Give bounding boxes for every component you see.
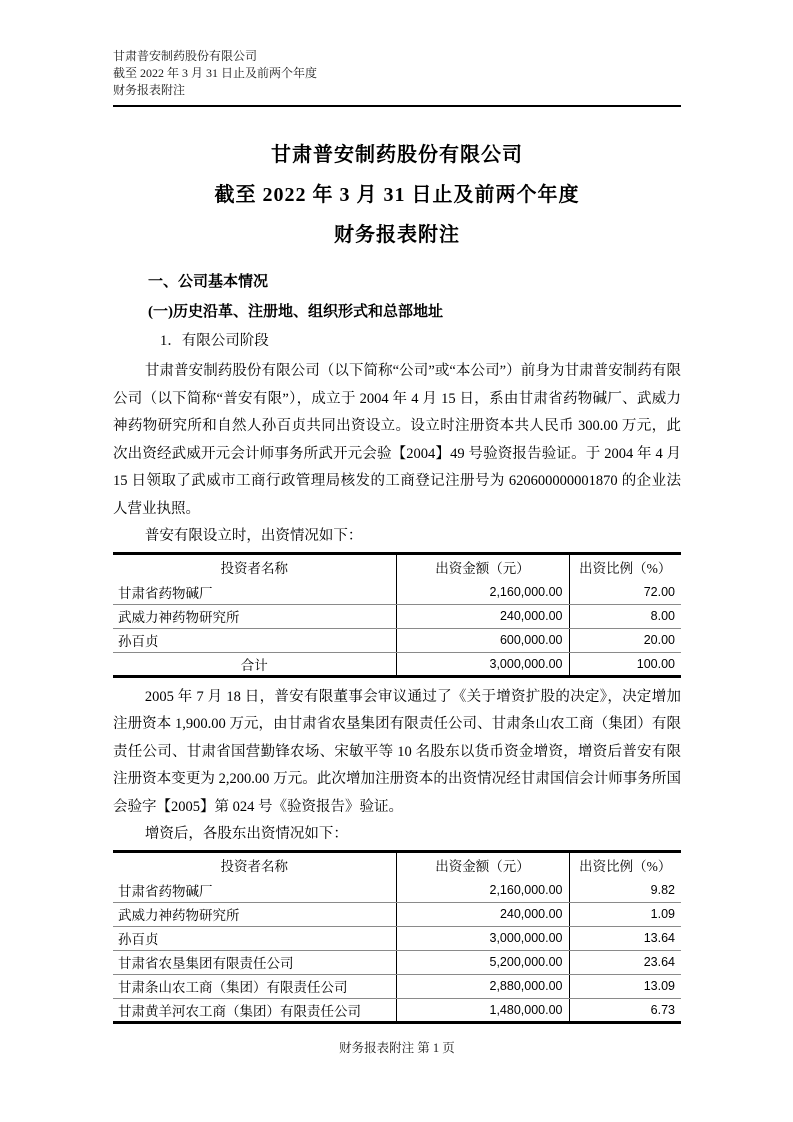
paragraph-capital-increase: 2005 年 7 月 18 日，普安有限董事会审议通过了《关于增资扩股的决定》，决定增加注册资本 1,900.00 万元，由甘肃省农垦集团有限责任公司、甘肃条山农工商（集团）有限责任公司、甘肃省国营勤锋农场、宋敏平等 10 名股东以货币资金增资，增资后普安有限注册资本变更为 2,200.00 万元。此次增加注册资本的出资情况经甘肃国信会计师事务所国会验字【2005】第 024 号《验资报告》验证。 xyxy=(113,688,681,815)
table-row xyxy=(113,580,681,604)
investment-ratio: 6.73 xyxy=(650,1002,675,1017)
investment-amount: 2,160,000.00 xyxy=(396,878,569,902)
item-heading-limited-company-stage: 1．有限公司阶段 xyxy=(160,333,269,349)
total-ratio: 100.00 xyxy=(636,656,675,671)
col-header-investor-name: 投资者名称 xyxy=(113,851,396,878)
table-row xyxy=(113,998,681,1022)
paragraph-company-founding: 甘肃普安制药股份有限公司（以下简称“公司”或“本公司”）前身为甘肃普安制药有限公司（以下简称“普安有限”），成立于 2004 年 4 月 15 日，系由甘肃省药物碱厂、武威力神药物研究所和自然人孙百贞共同出资设立。设立时注册资本共人民币 300.00 万元，此次出资经武威开元会计师事务所武开元会验【2004】49 号验资报告验证。于 2004 年 4 月 15 日领取了武威市工商行政管理局核发的工商登记注册号为 620600000001870 的企业法人营业执照。 xyxy=(113,363,681,517)
investor-name: 甘肃省农垦集团有限责任公司 xyxy=(113,950,396,974)
investment-amount: 240,000.00 xyxy=(396,902,569,926)
investment-ratio: 8.00 xyxy=(569,604,681,628)
table-row xyxy=(113,902,681,926)
after-increase-investment-table xyxy=(113,850,681,1024)
investment-ratio: 13.64 xyxy=(569,926,681,950)
running-header-company: 甘肃普安制药股份有限公司 xyxy=(113,49,258,63)
initial-investment-table xyxy=(113,552,681,678)
col-header-investment-amount: 出资金额（元） xyxy=(396,851,569,878)
investment-amount: 3,000,000.00 xyxy=(396,926,569,950)
title-period: 截至 2022 年 3 月 31 日止及前两个年度 xyxy=(214,184,580,206)
col-header-investment-ratio: 出资比例（%） xyxy=(579,561,672,577)
title-doc-type: 财务报表附注 xyxy=(334,224,460,246)
investment-ratio: 9.82 xyxy=(569,878,681,902)
total-label: 合计 xyxy=(113,652,396,676)
table-row xyxy=(113,628,681,652)
table-intro-initial-investment: 普安有限设立时，出资情况如下： xyxy=(144,528,363,544)
table-row xyxy=(113,974,681,998)
table-header-row xyxy=(113,553,681,580)
investment-ratio: 1.09 xyxy=(569,902,681,926)
col-header-investment-ratio: 出资比例（%） xyxy=(579,859,672,875)
investment-ratio: 23.64 xyxy=(569,950,681,974)
table-row xyxy=(113,926,681,950)
running-header xyxy=(113,48,681,99)
running-header-period: 截至 2022 年 3 月 31 日止及前两个年度 xyxy=(113,66,318,80)
document-title xyxy=(113,135,681,255)
running-header-doc-type: 财务报表附注 xyxy=(113,83,186,97)
header-divider xyxy=(113,105,681,107)
section-heading-company-basics: 一、公司基本情况 xyxy=(148,274,269,290)
title-company-name: 甘肃普安制药股份有限公司 xyxy=(271,144,523,166)
table-intro-after-increase: 增资后，各股东出资情况如下： xyxy=(144,826,348,842)
page-content xyxy=(113,0,681,1024)
investment-amount: 5,200,000.00 xyxy=(396,950,569,974)
investor-name: 武威力神药物研究所 xyxy=(113,902,396,926)
total-amount: 3,000,000.00 xyxy=(396,652,569,676)
investment-ratio: 72.00 xyxy=(569,580,681,604)
col-header-investment-amount: 出资金额（元） xyxy=(396,553,569,580)
table-total-row xyxy=(113,652,681,676)
investment-ratio: 20.00 xyxy=(569,628,681,652)
investor-name: 甘肃省药物碱厂 xyxy=(113,878,396,902)
table-row xyxy=(113,604,681,628)
subsection-heading-history: (一)历史沿革、注册地、组织形式和总部地址 xyxy=(148,304,443,320)
table-row xyxy=(113,878,681,902)
table-row xyxy=(113,950,681,974)
investor-name: 武威力神药物研究所 xyxy=(113,604,396,628)
investment-amount: 2,160,000.00 xyxy=(396,580,569,604)
col-header-investor-name: 投资者名称 xyxy=(113,553,396,580)
investment-amount: 1,480,000.00 xyxy=(396,998,569,1022)
investor-name: 甘肃省药物碱厂 xyxy=(113,580,396,604)
investment-amount: 240,000.00 xyxy=(396,604,569,628)
investment-ratio: 13.09 xyxy=(569,974,681,998)
investor-name: 孙百贞 xyxy=(113,926,396,950)
investor-name: 甘肃条山农工商（集团）有限责任公司 xyxy=(113,974,396,998)
investor-name: 甘肃黄羊河农工商（集团）有限责任公司 xyxy=(113,998,396,1022)
table-header-row xyxy=(113,851,681,878)
investment-amount: 600,000.00 xyxy=(396,628,569,652)
investment-amount: 2,880,000.00 xyxy=(396,974,569,998)
page-footer: 财务报表附注 第 1 页 xyxy=(339,1041,455,1055)
investor-name: 孙百贞 xyxy=(113,628,396,652)
